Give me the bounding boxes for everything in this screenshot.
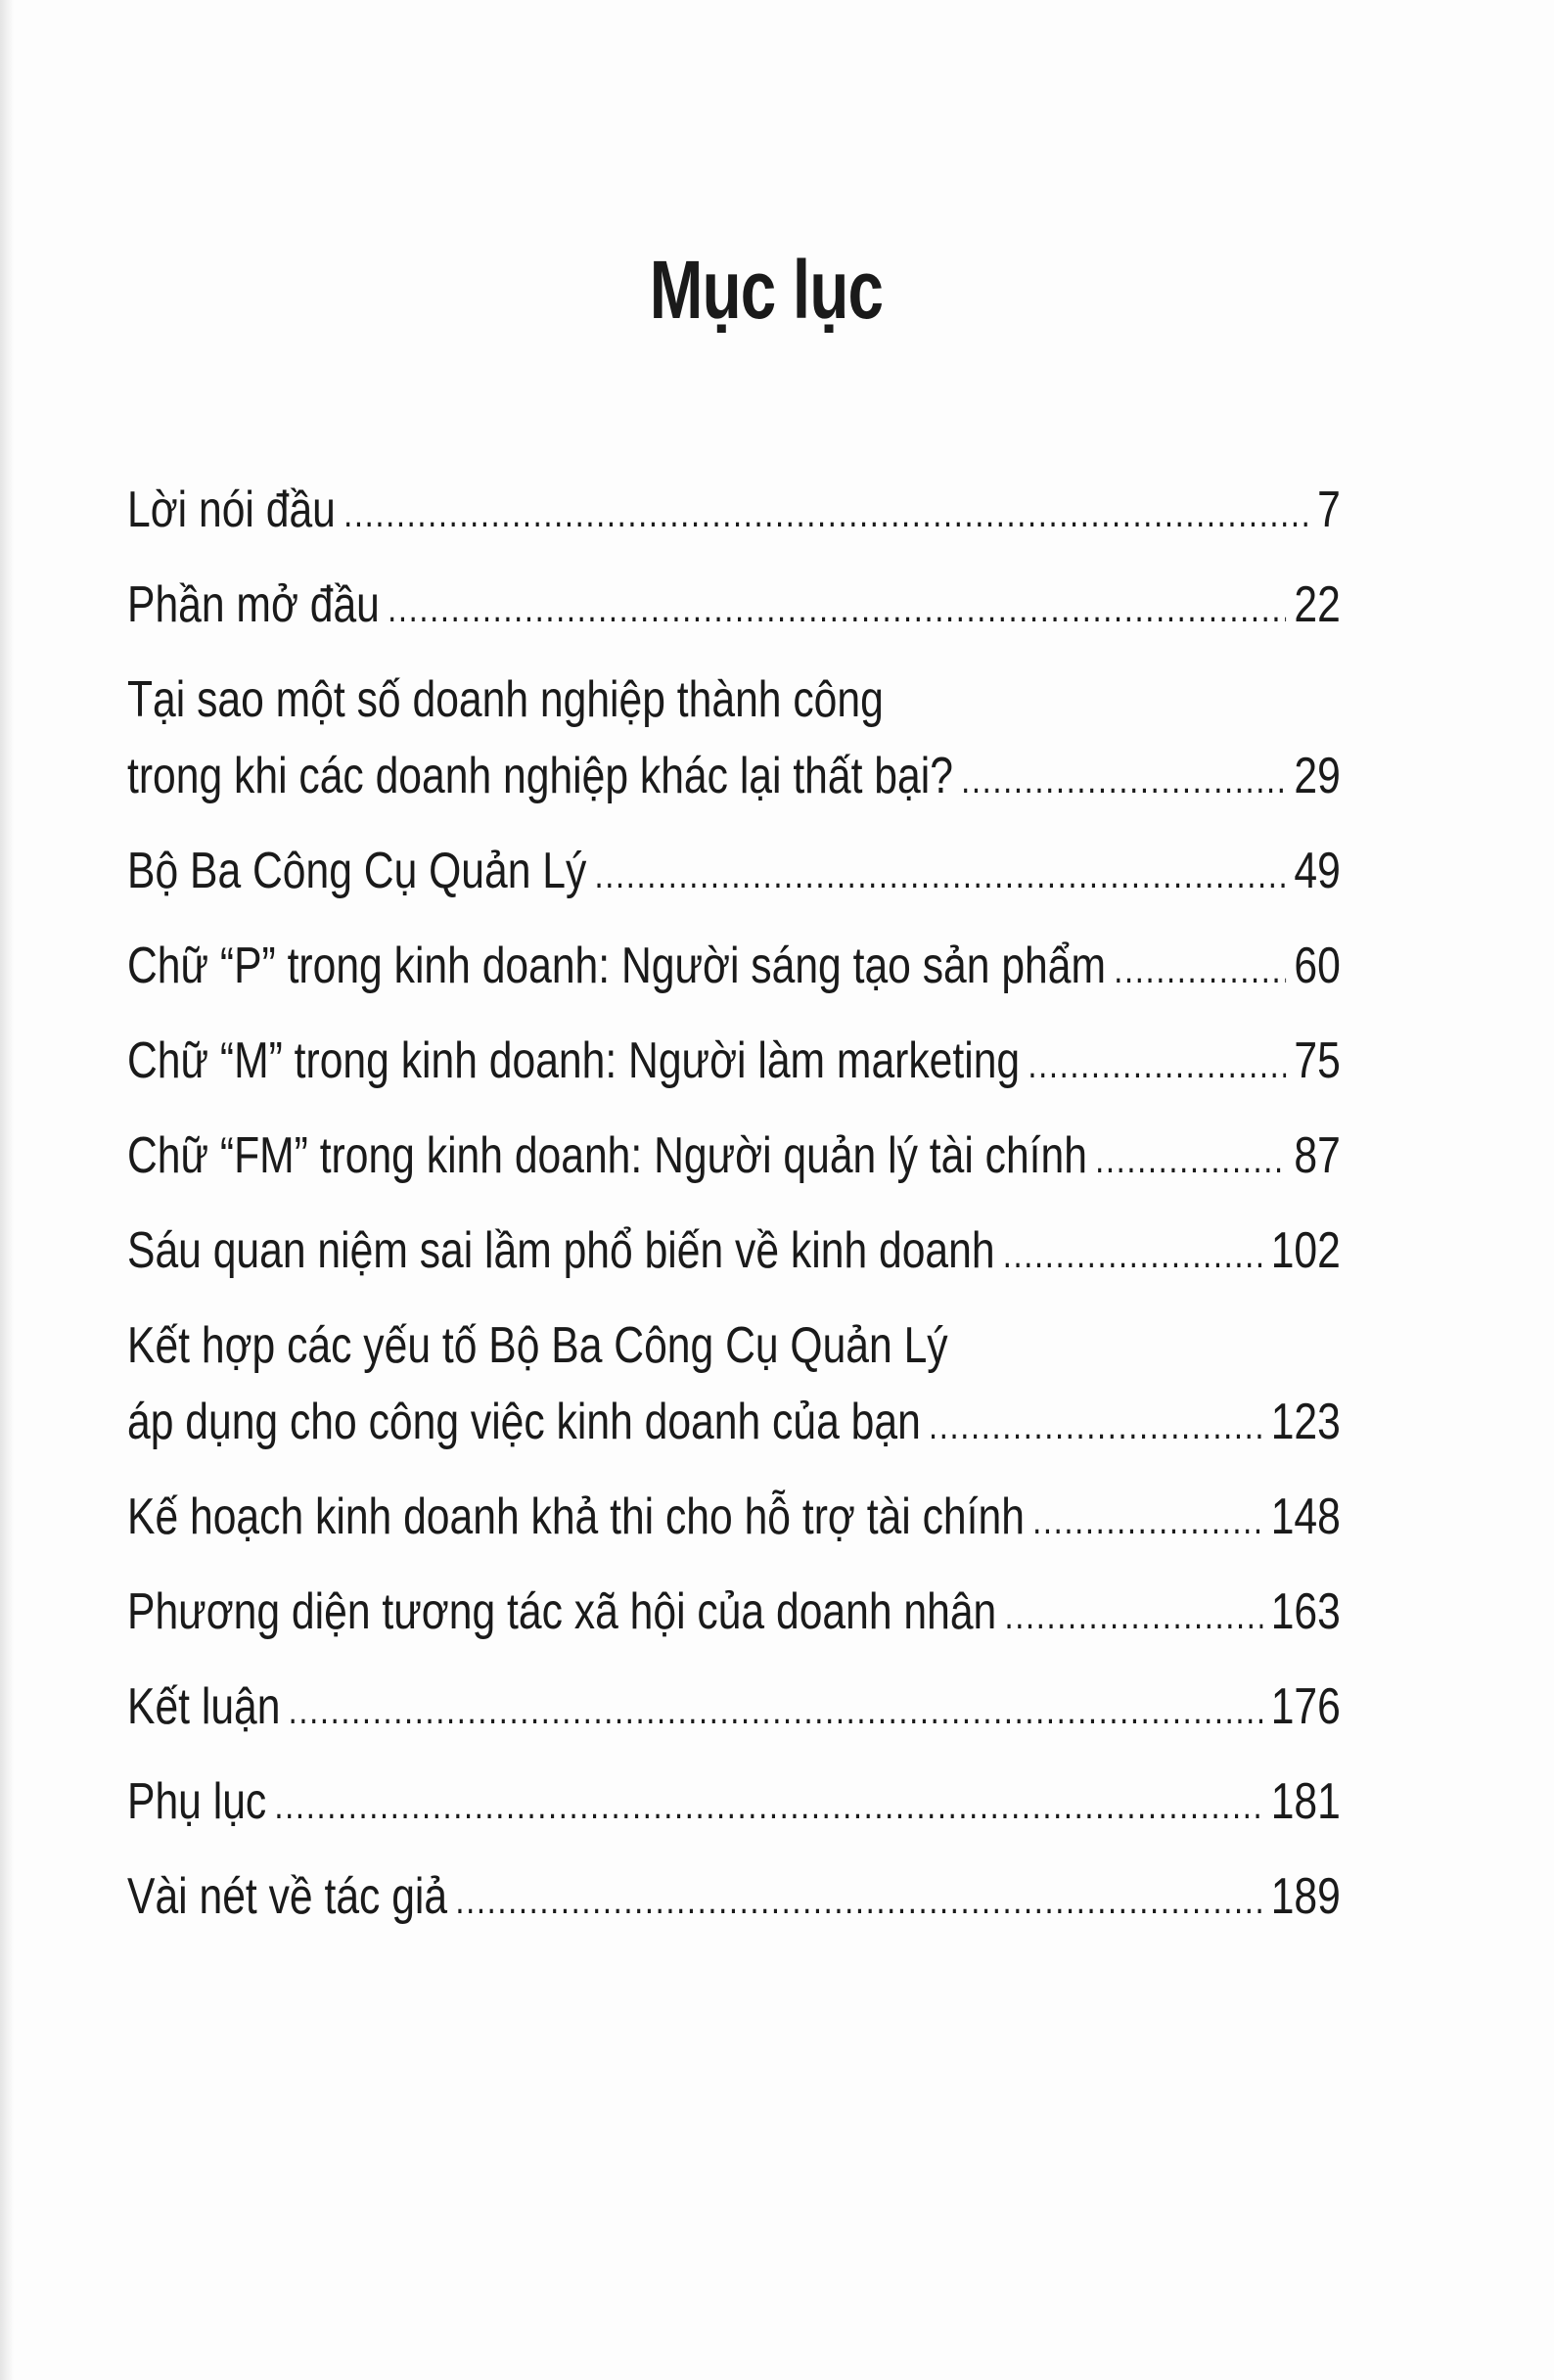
toc-page-number: 22: [1294, 576, 1341, 633]
toc-entry: [127, 1669, 1341, 1745]
toc-entry-title: Bộ Ba Công Cụ Quản Lý: [127, 843, 587, 899]
dot-leader: [595, 837, 1287, 913]
toc-entry: [127, 1763, 1341, 1840]
toc-entry-line: [127, 1307, 1341, 1384]
dot-leader: [1003, 1216, 1263, 1293]
toc-entry-line: [127, 567, 1341, 643]
toc-entry-line: [127, 1763, 1341, 1840]
page-edge-shadow: [0, 0, 14, 2380]
toc-page-number: 102: [1270, 1222, 1341, 1279]
toc-page-number: 75: [1294, 1032, 1341, 1089]
toc-page-number: 60: [1294, 938, 1341, 994]
toc-entry-title: áp dụng cho công việc kinh doanh của bạn: [127, 1394, 921, 1450]
toc-entry-line: [127, 472, 1341, 548]
toc-entry-title: Kết hợp các yếu tố Bộ Ba Công Cụ Quản Lý: [127, 1317, 948, 1374]
toc-entry: [127, 1213, 1341, 1289]
toc-entry-line: [127, 1118, 1341, 1194]
dot-leader: [929, 1388, 1263, 1464]
dot-leader: [1114, 932, 1286, 1008]
toc-entry-line: [127, 1669, 1341, 1745]
toc-entry: [127, 1574, 1341, 1650]
dot-leader: [455, 1862, 1262, 1939]
toc-entry: [127, 1307, 1341, 1460]
toc-entry-title: Phần mở đầu: [127, 576, 380, 633]
dot-leader: [388, 571, 1286, 647]
toc-page-number: 181: [1270, 1773, 1341, 1830]
toc-entry: [127, 662, 1341, 814]
toc-entry-title: trong khi các doanh nghiệp khác lại thất bại?: [127, 748, 953, 804]
dot-leader: [274, 1767, 1262, 1844]
toc-entry-line: [127, 1213, 1341, 1289]
toc-entry-title: Sáu quan niệm sai lầm phổ biến về kinh doanh: [127, 1222, 995, 1279]
toc-entry: [127, 928, 1341, 1004]
dot-leader: [343, 476, 1309, 552]
toc-page-number: 189: [1270, 1868, 1341, 1925]
toc-entry: [127, 1858, 1341, 1935]
toc-entry-line: [127, 1023, 1341, 1099]
toc-entry: [127, 1118, 1341, 1194]
toc-entry-title: Kế hoạch kinh doanh khả thi cho hỗ trợ tài chính: [127, 1488, 1025, 1545]
dot-leader: [961, 742, 1286, 818]
toc-entry-title: Chữ “M” trong kinh doanh: Người làm marketing: [127, 1032, 1021, 1089]
dot-leader: [1032, 1483, 1262, 1559]
toc-entry-line: [127, 1479, 1341, 1555]
dot-leader: [1028, 1027, 1286, 1103]
toc-entry: [127, 567, 1341, 643]
toc-page-number: 29: [1294, 748, 1341, 804]
toc-entry-line: [127, 738, 1341, 814]
toc-entry-line: [127, 1574, 1341, 1650]
dot-leader: [1095, 1121, 1286, 1198]
toc-entry-title: Lời nói đầu: [127, 481, 336, 538]
toc-entry-title: Phụ lục: [127, 1773, 267, 1830]
toc-entry: [127, 1479, 1341, 1555]
toc-entry-title: Chữ “FM” trong kinh doanh: Người quản lý tài chính: [127, 1127, 1087, 1184]
toc-page-number: 87: [1294, 1127, 1341, 1184]
toc-entry-title: Tại sao một số doanh nghiệp thành công: [127, 671, 884, 728]
toc-entry-title: Kết luận: [127, 1678, 281, 1735]
toc-page-number: 49: [1294, 843, 1341, 899]
toc-page-number: 163: [1270, 1583, 1341, 1640]
toc-page-number: 7: [1317, 481, 1341, 538]
toc-entry-line: [127, 1384, 1341, 1460]
dot-leader: [1004, 1578, 1262, 1654]
toc-entry-line: [127, 662, 1341, 738]
toc-entry-line: [127, 1858, 1341, 1935]
toc-entry: [127, 833, 1341, 909]
toc-entry-title: Phương diện tương tác xã hội của doanh nhân: [127, 1583, 997, 1640]
toc-entry-line: [127, 928, 1341, 1004]
toc-entry-title: Chữ “P” trong kinh doanh: Người sáng tạo sản phẩm: [127, 938, 1106, 994]
toc-page-number: 123: [1270, 1394, 1341, 1450]
table-of-contents: [127, 472, 1341, 1953]
toc-page-number: 176: [1270, 1678, 1341, 1735]
toc-entry-title: Vài nét về tác giả: [127, 1868, 448, 1925]
page-title: Mục lục: [649, 244, 884, 336]
toc-entry: [127, 1023, 1341, 1099]
dot-leader: [289, 1672, 1263, 1749]
toc-entry-line: [127, 833, 1341, 909]
toc-page-number: 148: [1270, 1488, 1341, 1545]
toc-entry: [127, 472, 1341, 548]
